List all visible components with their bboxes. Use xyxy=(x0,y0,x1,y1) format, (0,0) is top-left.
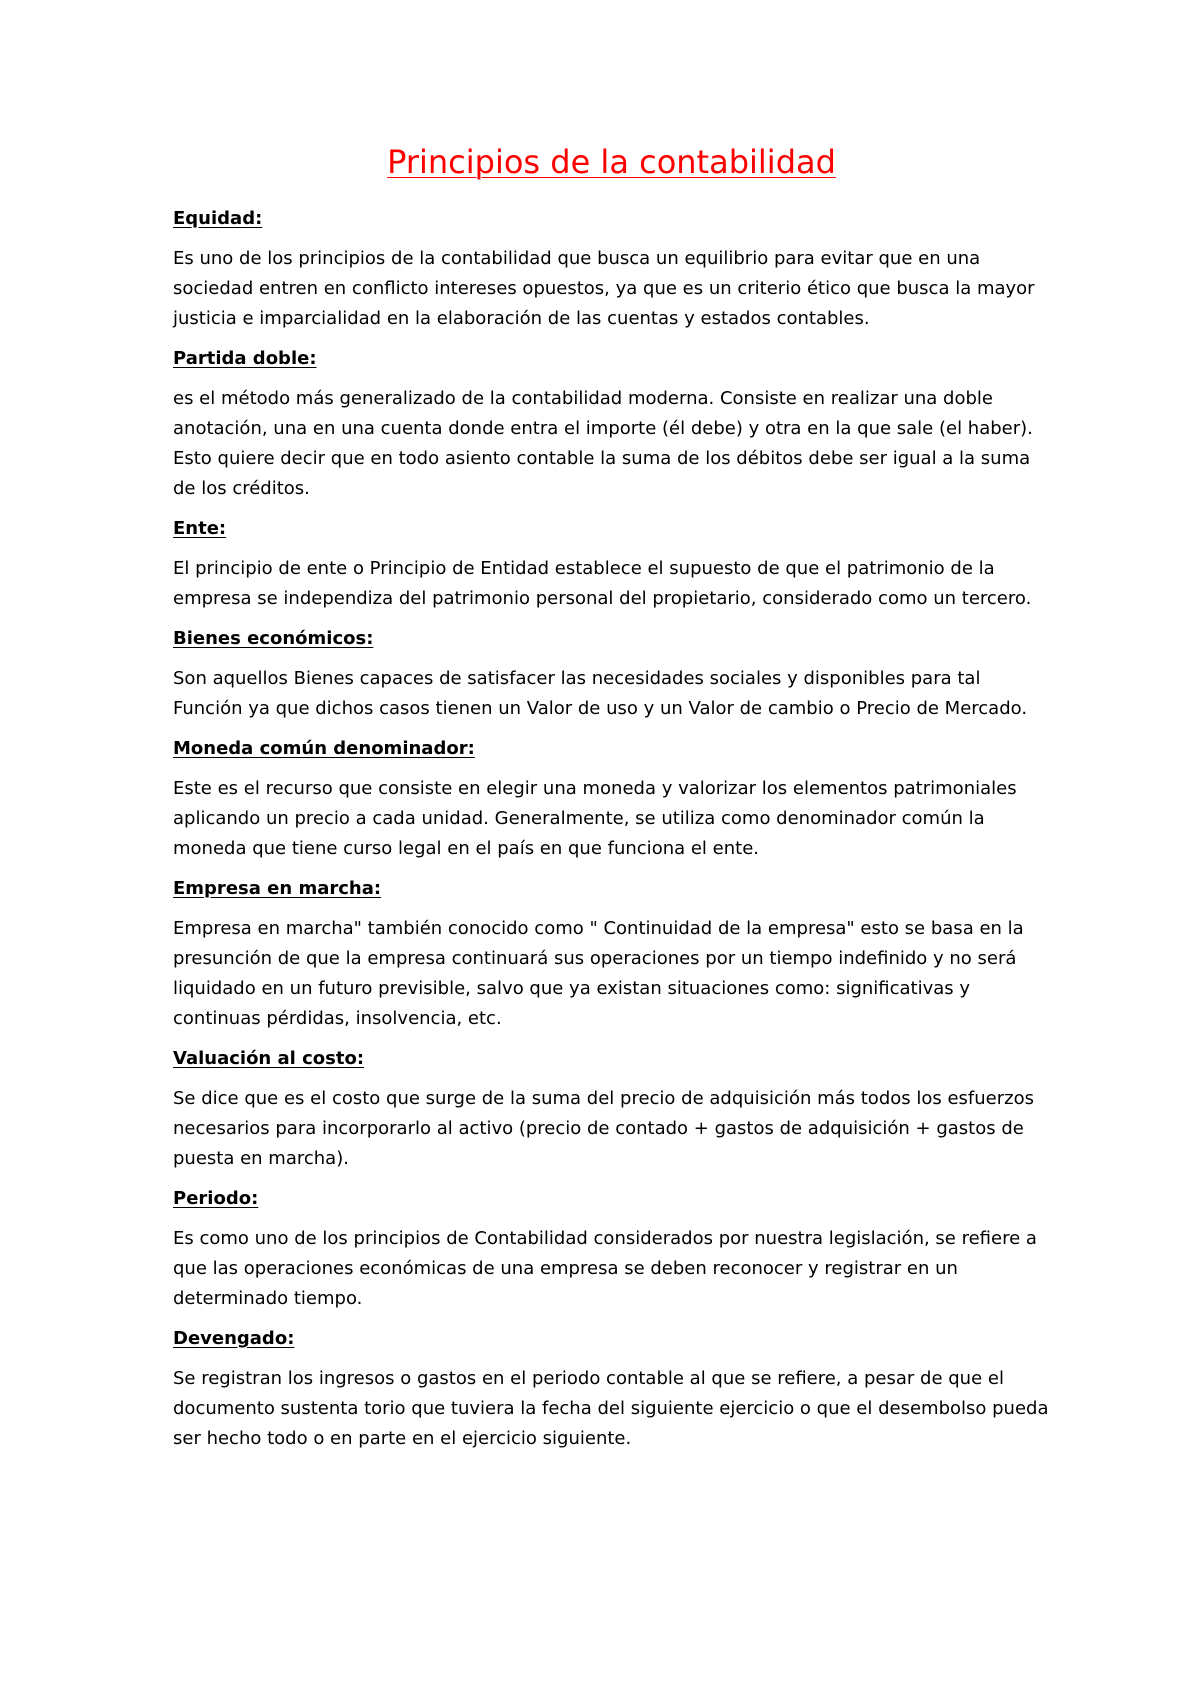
section-partida-doble xyxy=(173,346,1050,504)
section-body: Se registran los ingresos o gastos en el periodo contable al que se refiere, a pesar de que el documento sustenta torio que tuviera la fecha del siguiente ejercicio o que el desembolso pueda ser hecho todo o en parte en el ejercicio siguiente. xyxy=(173,1368,1049,1449)
section-body: Es uno de los principios de la contabilidad que busca un equilibrio para evitar que en una sociedad entren en conflicto intereses opuestos, ya que es un criterio ético que busca la mayor justicia e imparcialidad en la elaboración de las cuentas y estados contables. xyxy=(173,248,1035,329)
section-body: Este es el recurso que consiste en elegir una moneda y valorizar los elementos patrimoniales aplicando un precio a cada unidad. Generalmente, se utiliza como denominador común la moneda que tiene curso legal en el país en que funciona el ente. xyxy=(173,778,1017,859)
section-body: es el método más generalizado de la contabilidad moderna. Consiste en realizar una doble anotación, una en una cuenta donde entra el importe (él debe) y otra en la que sale (el haber). Esto quiere decir que en todo asiento contable la suma de los débitos debe ser igual a la suma de los créditos. xyxy=(173,388,1033,499)
section-bienes-economicos xyxy=(173,626,1050,724)
section-heading: Partida doble: xyxy=(173,348,317,369)
section-heading: Empresa en marcha: xyxy=(173,878,382,899)
section-heading: Bienes económicos: xyxy=(173,628,374,649)
section-heading: Devengado: xyxy=(173,1328,295,1349)
page-title: Principios de la contabilidad xyxy=(387,143,836,181)
section-body: Es como uno de los principios de Contabilidad considerados por nuestra legislación, se refiere a que las operaciones económicas de una empresa se deben reconocer y registrar en un determinado tiempo. xyxy=(173,1228,1037,1309)
section-body: El principio de ente o Principio de Entidad establece el supuesto de que el patrimonio de la empresa se independiza del patrimonio personal del propietario, considerado como un tercero. xyxy=(173,558,1032,609)
section-empresa-en-marcha xyxy=(173,876,1050,1034)
section-body: Son aquellos Bienes capaces de satisfacer las necesidades sociales y disponibles para tal Función ya que dichos casos tienen un Valor de uso y un Valor de cambio o Precio de Mercado. xyxy=(173,668,1028,719)
section-body: Se dice que es el costo que surge de la suma del precio de adquisición más todos los esfuerzos necesarios para incorporarlo al activo (precio de contado + gastos de adquisición + gastos de puesta en marcha). xyxy=(173,1088,1034,1169)
section-heading: Valuación al costo: xyxy=(173,1048,365,1069)
section-ente xyxy=(173,516,1050,614)
section-periodo xyxy=(173,1186,1050,1314)
section-valuacion-al-costo xyxy=(173,1046,1050,1174)
section-devengado xyxy=(173,1326,1050,1454)
section-heading: Equidad: xyxy=(173,208,263,229)
section-equidad xyxy=(173,206,1050,334)
section-body: Empresa en marcha" también conocido como " Continuidad de la empresa" esto se basa en la presunción de que la empresa continuará sus operaciones por un tiempo indefinido y no será liquidado en un futuro previsible, salvo que ya existan situaciones como: significativas y continuas pérdidas, insolvencia, etc. xyxy=(173,918,1024,1029)
section-heading: Ente: xyxy=(173,518,227,539)
section-moneda-comun-denominador xyxy=(173,736,1050,864)
section-heading: Periodo: xyxy=(173,1188,259,1209)
section-heading: Moneda común denominador: xyxy=(173,738,475,759)
